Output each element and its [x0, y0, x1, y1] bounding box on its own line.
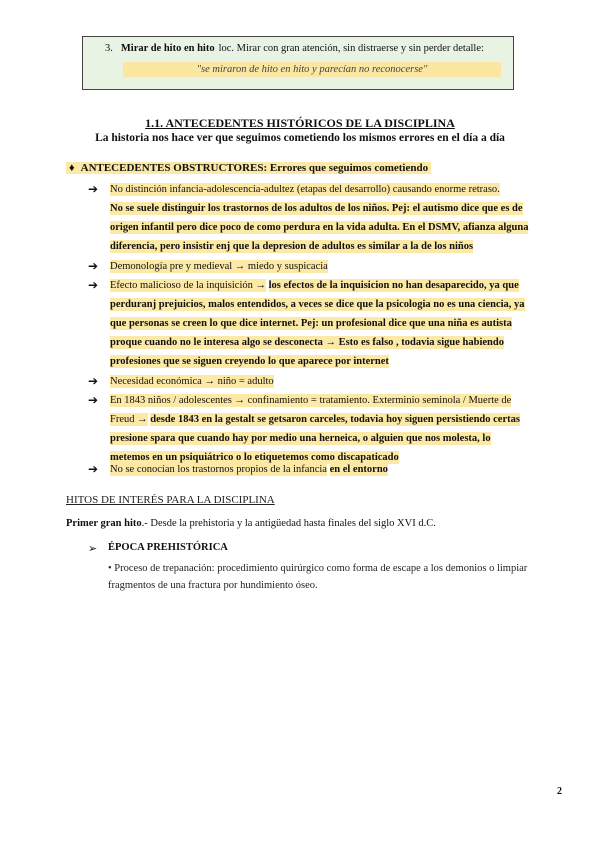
list-item	[110, 372, 530, 391]
definition-number: 3.	[105, 43, 113, 54]
list-item	[110, 257, 530, 276]
arrow-bullet-icon: ➔	[88, 259, 99, 273]
page-number: 2	[557, 786, 562, 797]
obstructores-heading-text: ANTECEDENTES OBSTRUCTORES: Errores que seguimos cometiendo	[80, 162, 429, 174]
primer-hito	[66, 518, 436, 529]
obstructores-heading	[66, 162, 431, 174]
arrowhead-bullet-icon: ➢	[88, 543, 98, 555]
arrow-bullet-icon: ➔	[88, 182, 99, 196]
list-item	[110, 460, 530, 479]
list-item-bold: los efectos de la inquisicion no han desaparecido, ya que perduranj prejuicios, malos entendidos, a veces se dice que la psicologia no es una ciencia, ya que personas se creen lo que dice internet. Pej: un profesional dice que una niña es autista proque cuando no le interesa algo se desconecta → Esto es falso , todavia sigue habiendo profesiones que se siguen creyendo lo que aparece por internet	[110, 280, 525, 367]
list-item-bold: en el entorno	[329, 464, 388, 475]
list-item	[110, 276, 530, 371]
hitos-title: HITOS DE INTERÉS PARA LA DISCIPLINA	[66, 494, 275, 506]
list-item-plain: Efecto malicioso de la inquisición →	[110, 280, 267, 291]
primer-hito-label: Primer gran hito	[66, 518, 142, 529]
era-text: • Proceso de trepanación: procedimiento quirúrgico como forma de escape a los demonios o limpiar fragmentos de una fractura por hundimiento óseo.	[108, 563, 528, 591]
definition-line	[105, 43, 484, 54]
list-item-bold: desde 1843 en la gestalt se getsaron carceles, todavia hoy siguen persistiendo certas presione spara que cuando hay por medio una herneica, o alguien que nos molesta, lo metemos en un psiquiátrico o lo etiquetemos como discapaticado	[110, 414, 520, 463]
definition-text: loc. Mirar con gran atención, sin distraerse y sin perder detalle:	[218, 43, 484, 54]
diamond-bullet-icon: ♦	[69, 162, 75, 174]
era-title: ÉPOCA PREHISTÓRICA	[108, 542, 228, 553]
list-item-plain: Demonología pre y medieval → miedo y suspicacia	[110, 261, 328, 272]
section-title: 1.1. ANTECEDENTES HISTÓRICOS DE LA DISCIPLINA	[145, 116, 455, 130]
list-item-plain: No distinción infancia-adolescencia-adultez (etapas del desarrollo) causando enorme retraso.	[110, 184, 500, 195]
list-item-plain: En 1843 niños / adolescentes → confinamiento = tratamiento. Exterminio seminola / Muerte de Freud →	[110, 395, 512, 425]
list-item-bold: No se suele distinguir los trastornos de los adultos de los niños. Pej: el autismo dice que es de origen infantil pero dice poco de como perdura en la vida adulta. En el DSMV, afianza alguna diferencia, pero insistir enj que la depresion de adultos es similar a la de los niños	[110, 203, 529, 252]
arrow-bullet-icon: ➔	[88, 278, 99, 292]
definition-term: Mirar de hito en hito	[120, 43, 215, 54]
definition-box	[82, 36, 514, 90]
list-item-plain: Necesidad económica → niño = adulto	[110, 376, 274, 387]
arrow-bullet-icon: ➔	[88, 374, 99, 388]
list-item	[110, 180, 530, 256]
section-subtitle: La historia nos hace ver que seguimos cometiendo los mismos errores en el día a día	[95, 132, 505, 144]
list-item-plain: No se conocían los trastornos propios de la infancia	[110, 464, 327, 475]
list-item	[110, 391, 530, 467]
primer-hito-text: .- Desde la prehistoria y la antigüedad hasta finales del siglo XVI d.C.	[141, 518, 436, 529]
definition-example: "se miraron de hito en hito y parecían no reconocerse"	[123, 62, 501, 77]
arrow-bullet-icon: ➔	[88, 393, 99, 407]
arrow-bullet-icon: ➔	[88, 462, 99, 476]
